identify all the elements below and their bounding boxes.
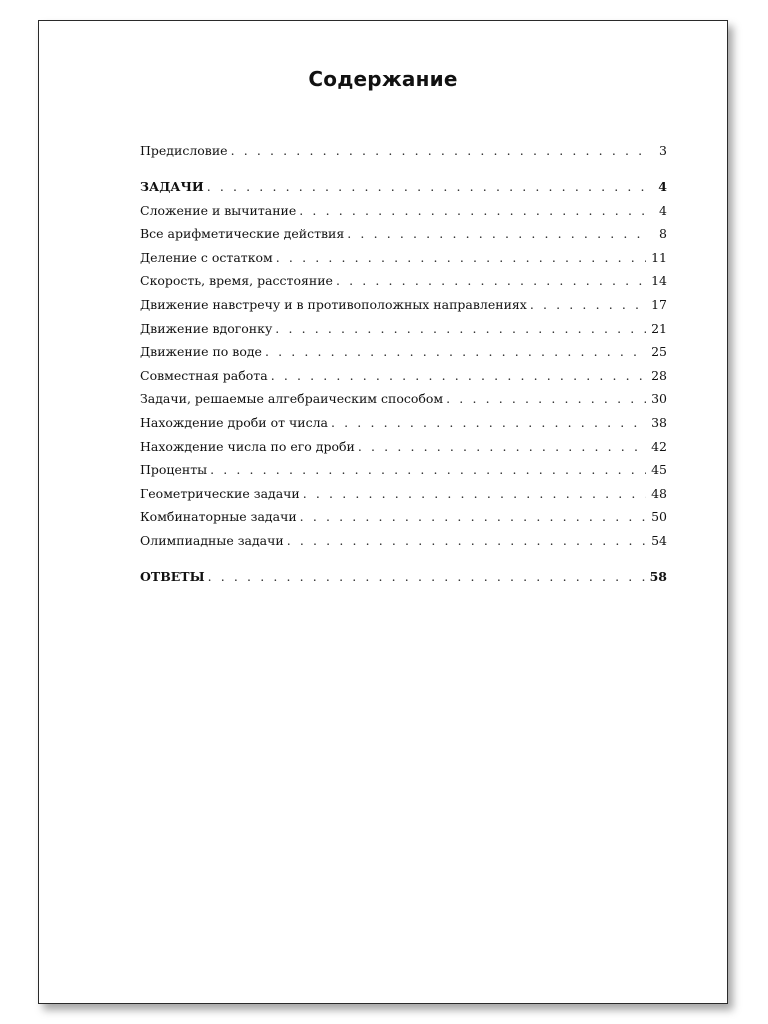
toc-entry bbox=[140, 387, 667, 411]
toc-entry bbox=[140, 364, 667, 388]
toc-entry-page: 4 bbox=[659, 202, 667, 218]
toc-leader-dots bbox=[207, 175, 646, 199]
toc-section-heading bbox=[140, 175, 667, 199]
toc-entry-label: ЗАДАЧИ bbox=[140, 178, 204, 194]
toc-entry-page: 21 bbox=[651, 320, 667, 336]
toc-entry-page: 48 bbox=[651, 485, 667, 501]
toc-leader-dots bbox=[336, 269, 646, 293]
toc-entry-page: 3 bbox=[659, 143, 667, 158]
toc-entry-label: Задачи, решаемые алгебраическим способом bbox=[140, 391, 444, 407]
toc-leader-dots bbox=[275, 317, 646, 341]
toc-entry-label: Нахождение дроби от числа bbox=[140, 414, 329, 430]
toc-entry-label: Совместная работа bbox=[140, 367, 268, 383]
toc-entry-label: Предисловие bbox=[140, 143, 228, 158]
toc-entry-label: Движение по воде bbox=[140, 344, 262, 360]
toc-leader-dots bbox=[210, 458, 646, 482]
toc-leader-dots bbox=[347, 222, 646, 246]
toc-entry-page: 11 bbox=[651, 249, 667, 265]
toc-entry bbox=[140, 246, 667, 270]
toc-entry-page: 42 bbox=[651, 438, 667, 454]
toc-entry bbox=[140, 411, 667, 435]
page-title: Содержание bbox=[308, 67, 458, 91]
toc-entry bbox=[140, 458, 667, 482]
toc-leader-dots bbox=[530, 293, 646, 317]
toc-leader-dots bbox=[358, 435, 646, 459]
toc-leader-dots bbox=[265, 340, 646, 364]
toc-leader-dots bbox=[271, 364, 646, 388]
toc-leader-dots bbox=[208, 565, 646, 589]
document-page bbox=[38, 20, 728, 1004]
toc-entry bbox=[140, 482, 667, 506]
toc-leader-dots bbox=[276, 246, 646, 270]
toc-entry-page: 38 bbox=[651, 414, 667, 430]
toc-leader-dots bbox=[331, 411, 646, 435]
toc-entry-label: ОТВЕТЫ bbox=[140, 568, 205, 584]
toc-entry-label: Движение навстречу и в противоположных направлениях bbox=[140, 296, 527, 312]
toc-entry-page: 28 bbox=[651, 367, 667, 383]
table-of-contents bbox=[140, 139, 667, 588]
toc-entry-label: Геометрические задачи bbox=[140, 485, 300, 501]
toc-entry-label: Деление с остатком bbox=[140, 249, 273, 265]
toc-entry bbox=[140, 269, 667, 293]
toc-entry-label: Комбинаторные задачи bbox=[140, 509, 297, 525]
toc-entry-page: 4 bbox=[658, 178, 667, 194]
toc-leader-dots bbox=[231, 139, 646, 163]
toc-entry-label: Сложение и вычитание bbox=[140, 202, 297, 218]
toc-entry-page: 8 bbox=[659, 226, 667, 242]
toc-entry-page: 14 bbox=[651, 273, 667, 289]
toc-entry bbox=[140, 317, 667, 341]
toc-leader-dots bbox=[303, 482, 646, 506]
toc-entry-label: Нахождение числа по его дроби bbox=[140, 438, 355, 454]
toc-entry-page: 45 bbox=[651, 462, 667, 478]
toc-entry bbox=[140, 340, 667, 364]
toc-entry-page: 58 bbox=[649, 568, 667, 584]
toc-entry bbox=[140, 435, 667, 459]
toc-entry-page: 17 bbox=[651, 296, 667, 312]
toc-entry-page: 54 bbox=[651, 532, 667, 548]
toc-entry-label: Все арифметические действия bbox=[140, 226, 345, 242]
toc-entry bbox=[140, 199, 667, 223]
toc-entry bbox=[140, 529, 667, 553]
toc-entry-label: Скорость, время, расстояние bbox=[140, 273, 333, 289]
toc-entry-page: 25 bbox=[651, 344, 667, 360]
toc-entry-label: Проценты bbox=[140, 462, 208, 478]
toc-entry-page: 30 bbox=[651, 391, 667, 407]
toc-leader-dots bbox=[446, 387, 646, 411]
toc-entry-label: Движение вдогонку bbox=[140, 320, 273, 336]
toc-leader-dots bbox=[300, 505, 646, 529]
toc-section-heading bbox=[140, 565, 667, 589]
toc-leader-dots bbox=[287, 529, 646, 553]
toc-leader-dots bbox=[299, 199, 646, 223]
toc-entry bbox=[140, 139, 667, 163]
toc-entry-page: 50 bbox=[651, 509, 667, 525]
toc-entry bbox=[140, 505, 667, 529]
toc-entry bbox=[140, 293, 667, 317]
toc-entry bbox=[140, 222, 667, 246]
toc-entry-label: Олимпиадные задачи bbox=[140, 532, 284, 548]
